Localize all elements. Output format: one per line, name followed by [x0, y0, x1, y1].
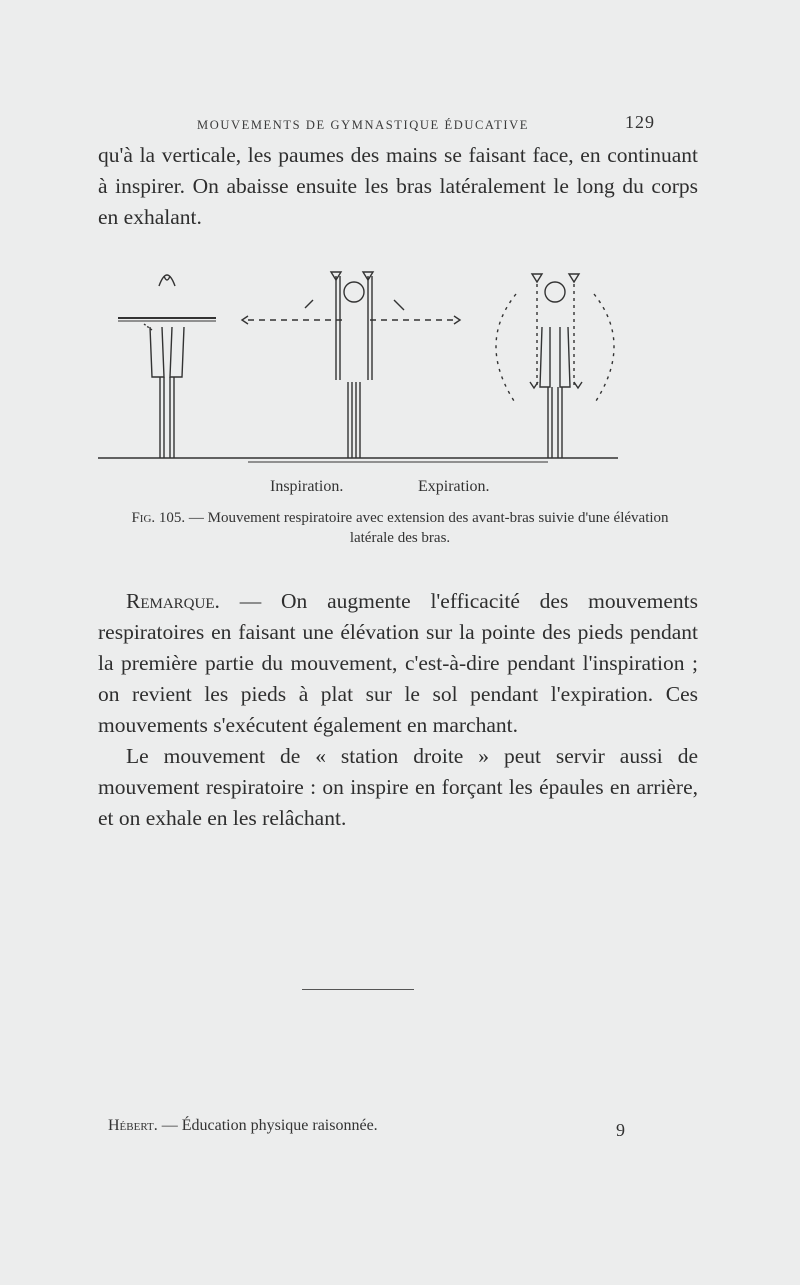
figure-label-inspiration: Inspiration. — [270, 478, 344, 495]
figure-caption-label: Fig. 105. — [131, 510, 186, 526]
remark-label: Remarque. — [126, 589, 220, 613]
section-rule — [302, 989, 414, 990]
footer — [108, 1117, 378, 1135]
paragraph-continuation: qu'à la verticale, les paumes des mains se faisant face, en continuant à inspirer. On abaisse ensuite les bras latéralement le long du corps en exhalant. — [98, 143, 698, 229]
footer-author: Hébert. — [108, 1117, 158, 1134]
remark-paragraph-2: Le mouvement de « station droite » peut servir aussi de mouvement respiratoire : on inspire en forçant les épaules en arrière, et on exhale en les relâchant. — [98, 744, 698, 830]
figure-3-lateral-elevation — [496, 274, 614, 458]
remark-paragraph-1 — [98, 586, 698, 741]
remark-text-1: — On augmente l'efficacité des mouvements respiratoires en faisant une élévation sur la pointe des pieds pendant la première partie du mouvement, c'est-à-dire pendant l'inspiration ; on revient les pieds à plat sur le sol pendant l'expiration. Ces mouvements s'exécutent également en marchant. — [98, 589, 699, 737]
running-head: MOUVEMENTS DE GYMNASTIQUE ÉDUCATIVE — [196, 118, 530, 132]
figure-caption-text: — Mouvement respiratoire avec extension des avant-bras suivie d'une élévation latérale des bras. — [188, 510, 669, 546]
remark-section — [98, 586, 698, 834]
page-number: 129 — [625, 112, 655, 132]
figure-label-expiration: Expiration. — [418, 478, 490, 495]
figure-respiratory-movement — [98, 232, 658, 502]
signature-mark: 9 — [616, 1120, 625, 1140]
figure-1-arms-horizontal — [118, 275, 216, 458]
footer-title: — Éducation physique raisonnée. — [161, 1117, 378, 1134]
figure-2-arms-raised — [242, 272, 460, 458]
figure-caption — [120, 508, 680, 548]
figure-illustration — [98, 232, 658, 472]
